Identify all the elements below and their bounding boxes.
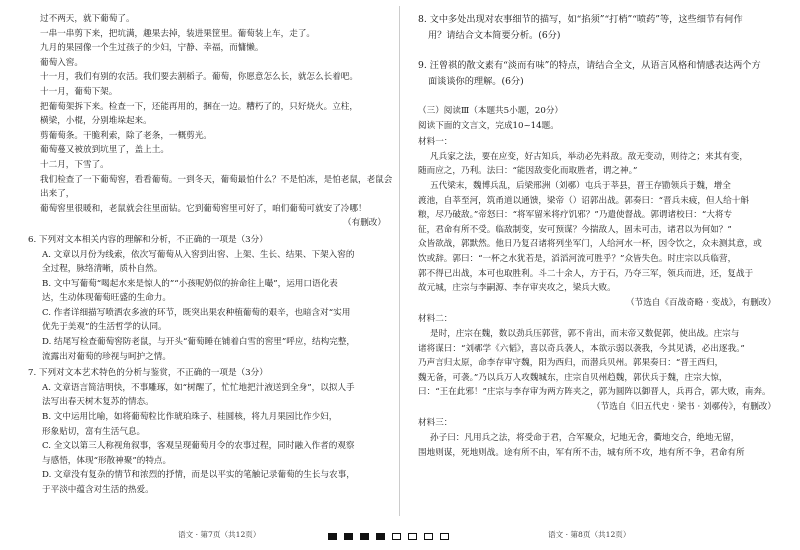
question-7-option-line: 与感悟，体现“形散神聚”的特点。 [42,455,172,466]
registration-marks [328,533,449,540]
registration-mark [408,533,417,540]
material-1-label: 材料一： [418,137,453,148]
passage-line: 剪葡萄条。干脆利索，除了老条，一概剪光。 [40,130,212,141]
question-8-line: 用？请结合文本简要分析。(6分) [428,30,561,41]
question-6-option-line: 优先于美观”的生活哲学的认同。 [42,322,167,333]
material-2-source: （节选自《旧五代史 · 梁书 · 刘鄩传》，有删改） [592,401,776,412]
material-2-label: 材料二： [418,314,453,325]
material-1-line: 故元城，庄宗与李嗣源、李存审夹攻之，梁兵大败。 [418,283,616,294]
passage-line: 我们检查了一下葡萄窖，看看葡萄。一到冬天，葡萄最怕什么？不是怕冻，是怕老鼠，老鼠会 [40,174,392,185]
registration-mark [344,533,353,540]
material-1-line: 五代梁末，魏博兵乱，后梁邢洲（刘鄩）屯兵于莘县，晋王存勖领兵于魏，增全 [430,180,731,191]
question-8 [418,12,782,44]
footer-right-page-number: 语文 · 第8页（共12页） [548,530,631,539]
material-2-line: 乃声言归太原，命李存审守魏，阳为西归，而潜兵贝州。郭果奏曰：“晋王西归， [418,358,724,369]
section-3-title: （三）阅读Ⅲ（本题共5小题，20分） [418,106,564,116]
material-2-line: 曰：“王在此邪！”庄宗与李存审为两方阵夹之，郭为圆阵以御晋人，兵再合，郭大败，南奔。 [418,387,771,398]
question-6-option-line: C. 作者详细描写喷洒农多液的环节，既突出果农种植葡萄的艰辛，也暗含对“实用 [42,307,351,318]
right-page [400,0,800,550]
registration-mark [376,533,385,540]
material-1-text [418,150,782,296]
question-7-option-line: B. 文中运用比喻，如将葡萄粒比作琥珀珠子、桂圆核，将九月果园比作少妇， [42,412,338,423]
material-3-line: 孙子曰：凡用兵之法，将受命于君，合军聚众，圮地无舍，衢地交合，绝地无留， [430,433,740,444]
material-1-line: 渡池，自莘至河，筑甬道以通馈，梁帝（）诏郭出战。郭奏曰：“晋兵未疲，但人给十斛 [418,195,749,206]
passage-line: 一串一串剪下来，把坑满，趣果去掉，装进果筐里。葡萄装上车，走了。 [40,28,316,39]
registration-mark [392,533,401,540]
question-6-option-line: 流露出对葡萄的珍视与呵护之情。 [42,351,171,362]
passage-line: 葡萄蔓又被放到坑里了，盖上土。 [40,145,169,156]
material-1-line: 征，君命有所不受。临敌制变，安可预谋？今揣敌人，固未可击，诸君以为何如？” [418,224,732,235]
question-6-option-line: 全过程，脉络清晰，质朴自然。 [42,264,163,275]
material-2-line: 诸将谋曰：“刘鄩学《六韬》，喜以奇兵袭人，本欲示弱以袭我，今其见诱，必出逐我。” [418,343,745,354]
material-1-line: 粮，尽乃破敌。”帝怒曰：“将军留米将疗饥邪？”乃遣使督战。郭谓诸校曰：“大将专 [418,210,733,221]
passage-line: 十一月，我们有别的农活。我们要去割稻子。葡萄，你愿意怎么长，就怎么长着吧。 [40,72,358,83]
material-3-text [418,431,782,460]
passage-line: 横梁，小棍，分别堆垛起来。 [40,116,152,127]
material-1-line: 众皆欲战，郭默然。他日乃复召诸将列坐军门，人给河水一杯，因令饮之，众未测其意，或 [418,239,762,250]
question-7-option-line: C. 全文以第三人称视角叙事，客观呈现葡萄月令的农事过程，同时融入作者的观察 [42,441,355,452]
material-2-text [418,327,782,400]
question-7-option-line: D. 文章没有复杂的情节和浓烈的抒情，而是以平实的笔触记录葡萄的生长与农事， [42,470,355,481]
material-1-line: 郭不得已出战，本可也取胜利。斗二十余人，方于石，乃夺三军，领兵而进，还，复战于 [418,268,754,279]
passage-line: 葡萄窖里很暖和，老鼠就会往里面钻。它到葡萄窖里可好了，咱们葡萄可就安了冷哪！ [40,203,367,214]
registration-mark [328,533,337,540]
question-9 [418,58,782,90]
material-3-line: 围地则谋，死地则战。途有所不由，军有所不击，城有所不攻，地有所不争，君命有所 [418,447,745,458]
registration-mark [424,533,433,540]
question-9-line: 9. 汪曾祺的散文素有“淡而有味”的特点，请结合全文，从语言风格和情感表达两个方 [418,60,761,71]
question-6-option-line: D. 结尾写检查葡萄窖防老鼠，与开头“葡萄睡在铺着白雪的窖里”呼应，结构完整， [42,337,356,348]
passage-line: 葡萄入窖。 [40,57,83,68]
question-7-stem: 7. 下列对文本艺术特色的分析与鉴赏，不正确的一项是（3分） [28,368,268,379]
footer-left-page-number: 语文 · 第7页（共12页） [178,530,261,539]
material-3-label: 材料三： [418,418,453,429]
passage-line: 过不两天，就下葡萄了。 [40,14,135,24]
material-2-line: 是时，庄宗在魏，数以劲兵压郭营，郭不肯出，而末帝又数促郭，使出战。庄宗与 [430,328,740,339]
question-6-stem: 6. 下列对文本相关内容的理解和分析，不正确的一项是（3分） [28,234,268,245]
section-3-instruction: 阅读下面的文言文，完成10~14题。 [418,120,559,131]
question-7-option-line: 形象贴切，富有生活气息。 [42,426,146,437]
passage-line: 十一月，葡萄下架。 [40,86,118,97]
question-6-option-line: B. 文中写葡萄“喝起水来是惊人的”“小孩呢奶似的拚命往上嘬”，运用口语化表 [42,278,338,289]
question-7-option-line: 法写出春天树木复苏的情态。 [42,397,154,408]
material-1-line: 饮或辞。郭曰：“一杯之水犹若是，滔滔河流可胜乎？”众皆失色。时庄宗以兵临营， [418,253,737,264]
question-6-option-line: 达，生动体现葡萄旺盛的生命力。 [42,293,171,304]
material-1-line: 随而应之，乃利。法曰：“能因敌变化而取胜者，谓之神。” [418,166,638,177]
passage-tail [28,12,392,216]
passage-line: 十二月，下雪了。 [40,159,109,170]
question-7-option-line: 于平淡中蕴含对生活的热爱。 [42,485,154,495]
passage-line: 九月的果园像一个生过孩子的少妇，宁静、幸福，而慵懒。 [40,43,264,54]
registration-mark [360,533,369,540]
question-6-options [28,248,392,365]
passage-source: （有删改） [343,218,386,229]
question-8-line: 8. 文中多处出现对农事细节的描写，如“掐须”“打梢”“喷药”等，这些细节有何作 [418,14,743,25]
question-7-option-line: A. 文章语言简洁明快，不事雕琢，如“树醒了，忙忙地把汁液送到全身”，以拟人手 [42,382,355,393]
material-1-line: 凡兵家之法，要在应变，好古知兵，举动必先料敌。敌无变动，则待之；来其有变， [430,151,748,162]
passage-line: 出来了， [40,189,75,200]
question-9-line: 面谈谈你的理解。(6分) [428,76,524,87]
material-2-line: 魏无备，可袭。”乃以兵万人攻魏城东，庄宗自贝州趋魏，郭伏兵于魏，庄宗大惊， [418,372,728,383]
question-6-option-line: A. 文章以月份为线索，依次写葡萄从入窖到出窖、上架、生长、结果、下架入窖的 [42,249,355,260]
registration-mark [440,533,449,540]
question-7-options [28,381,392,498]
material-1-source: （节选自《百战奇略 · 变战》，有删改） [626,297,776,308]
passage-line: 把葡萄架拆下来。检查一下，还能再用的，捆在一边。糟朽了的，只好烧火。立柱， [40,101,358,112]
